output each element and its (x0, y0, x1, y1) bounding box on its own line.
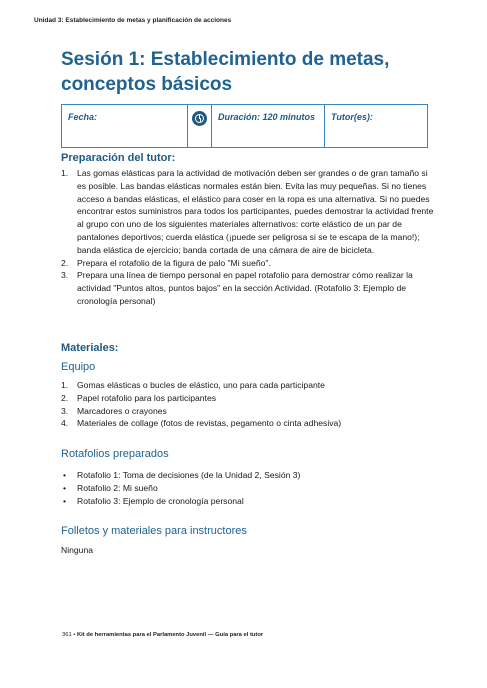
list-item: 3. Marcadores o crayones (61, 405, 167, 416)
rotafolios-heading: Rotafolios preparados (61, 448, 169, 460)
equipo-heading: Equipo (61, 361, 96, 373)
running-header: Unidad 3: Establecimiento de metas y planificación de acciones (34, 17, 232, 24)
page-number: 361 (62, 632, 72, 638)
footer-text: Kit de herramientas para el Parlamento Juvenil — Guía para el tutor (76, 632, 264, 638)
folletos-heading: Folletos y materiales para instructores (61, 525, 247, 537)
materiales-heading: Materiales: (61, 342, 119, 354)
clock-icon (192, 111, 207, 126)
rotafolios-list (61, 469, 439, 507)
folletos-value: Ninguna (61, 545, 94, 555)
page-title: Sesión 1: Establecimiento de metas, conceptos básicos (61, 49, 390, 95)
list-item: 3. Prepara una línea de tiempo personal en papel rotafolio para demostrar cómo realizar la actividad "Puntos altos, puntos bajos" en la sección Actividad. (Rotafolio 3: Ejemplo de cronología personal) (61, 270, 413, 306)
list-item: 2. Prepara el rotafolio de la figura de palo "Mi sueño". (61, 257, 271, 268)
bullet-icon: • (63, 495, 67, 506)
preparacion-heading: Preparación del tutor: (61, 152, 176, 164)
list-item: 2. Papel rotafolio para los participantes (61, 392, 217, 403)
preparacion-list (61, 167, 439, 308)
equipo-list (61, 379, 439, 430)
list-item: • Rotafolio 3: Ejemplo de cronología personal (63, 495, 244, 506)
list-item: 4. Materiales de collage (fotos de revistas, pegamento o cinta adhesiva) (61, 418, 342, 429)
session-info-table (61, 104, 428, 148)
page-footer (62, 632, 263, 638)
tutor-cell: Tutor(es): (331, 112, 373, 122)
list-item: • Rotafolio 2: Mi sueño (63, 482, 158, 493)
clock-icon-cell (188, 105, 212, 147)
bullet-icon: • (63, 482, 67, 493)
duracion-cell: Duración: 120 minutos (212, 105, 325, 147)
bullet-icon: • (63, 470, 67, 480)
footer-separator: • (73, 632, 76, 638)
list-item: 1. Gomas elásticas o bucles de elástico, uno para cada participante (61, 380, 325, 390)
list-item: 1. Las gomas elásticas para la actividad de motivación deben ser grandes o de gran tamaño si es posible. Las bandas elásticas normales están bien. Evita las muy pequeñas. Si no tienes acceso a bandas elásticas, el elástico para coser en la ropa es una alternativa. Si no puedes encontrar estos suministros para todos los participantes, puedes demostrar la actividad frente al grupo con uno de los siguientes materiales alternativos: corte elástico de un par de pantalones deportivos; cuerda elástica (¡puede ser peligrosa si se te escapa de la mano!); banda elástica de ejercicio; banda cortada de una cámara de aire de bicicleta. (61, 168, 434, 255)
list-item: • Rotafolio 1: Toma de decisiones (de la Unidad 2, Sesión 3) (63, 470, 301, 480)
fecha-cell: Fecha: (62, 105, 188, 147)
